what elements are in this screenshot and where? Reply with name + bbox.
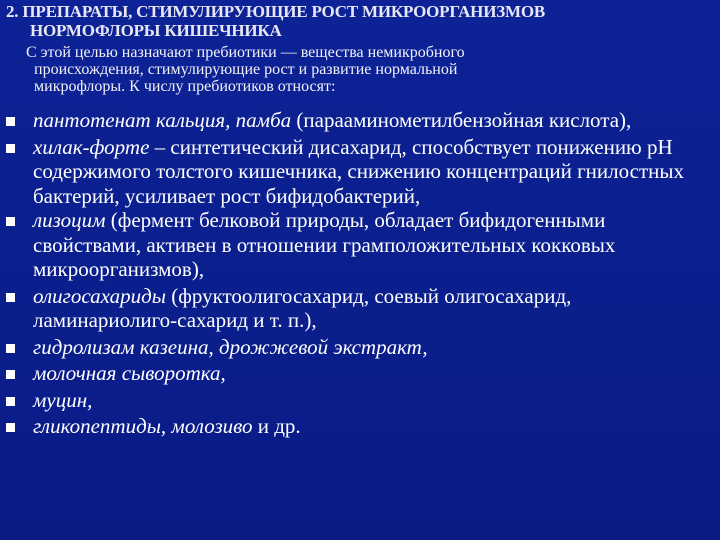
slide-title [6,2,711,40]
intro-line-2: происхождения, стимулирующие рост и развитие нормальной [34,61,458,78]
item-text: (фермент белковой природы, обладает бифидогенными свойствами, активен в отношении грамположительных кокковых микроорганизмов), [33,208,616,281]
item-name: гидролизам казеина, дрожжевой экстракт, [33,334,428,359]
item-name: олигосахариды [33,283,166,308]
list-item [0,388,720,413]
list-item [0,108,720,133]
prebiotics-list [0,108,720,439]
square-bullet-icon [6,217,15,226]
list-item [0,414,720,439]
intro-line-3: микрофлоры. К числу пребиотиков относят: [34,78,336,95]
square-bullet-icon [6,293,15,302]
square-bullet-icon [6,423,15,432]
intro-paragraph [26,44,686,95]
item-name: гликопептиды, молозиво [33,414,253,438]
intro-line-1: С этой целью назначают пребиотики — вещества немикробного [26,44,465,61]
list-item [0,284,720,333]
item-text: (фруктоолигосахарид, соевый олигосахарид, ламинариолиго-сахарид и т. п.), [33,283,572,332]
list-item [0,361,720,386]
list-item [0,135,720,209]
square-bullet-icon [6,397,15,406]
item-text: (парааминометилбензойная кислота), [291,108,632,132]
square-bullet-icon [6,344,15,353]
title-line-1: 2. ПРЕПАРАТЫ, СТИМУЛИРУЮЩИЕ РОСТ МИКРООРГАНИЗМОВ [6,2,545,21]
square-bullet-icon [6,117,15,126]
square-bullet-icon [6,370,15,379]
item-name: молочная сыворотка, [33,361,226,385]
item-name: пантотенат кальция, памба [33,108,292,132]
item-name: лизоцим [33,208,106,232]
item-text: – синтетический дисахарид, способствует понижению pH содержимого толстого кишечника, снижению концентраций гнилостных бактерий, усиливает рост бифидобактерий, [33,134,685,208]
list-item [0,208,720,282]
title-line-2: НОРМОФЛОРЫ КИШЕЧНИКА [30,21,282,40]
list-item [0,335,720,360]
square-bullet-icon [6,144,15,153]
item-name: хилак-форте [33,134,150,159]
item-name: муцин, [33,387,93,412]
item-text: и др. [252,414,301,438]
